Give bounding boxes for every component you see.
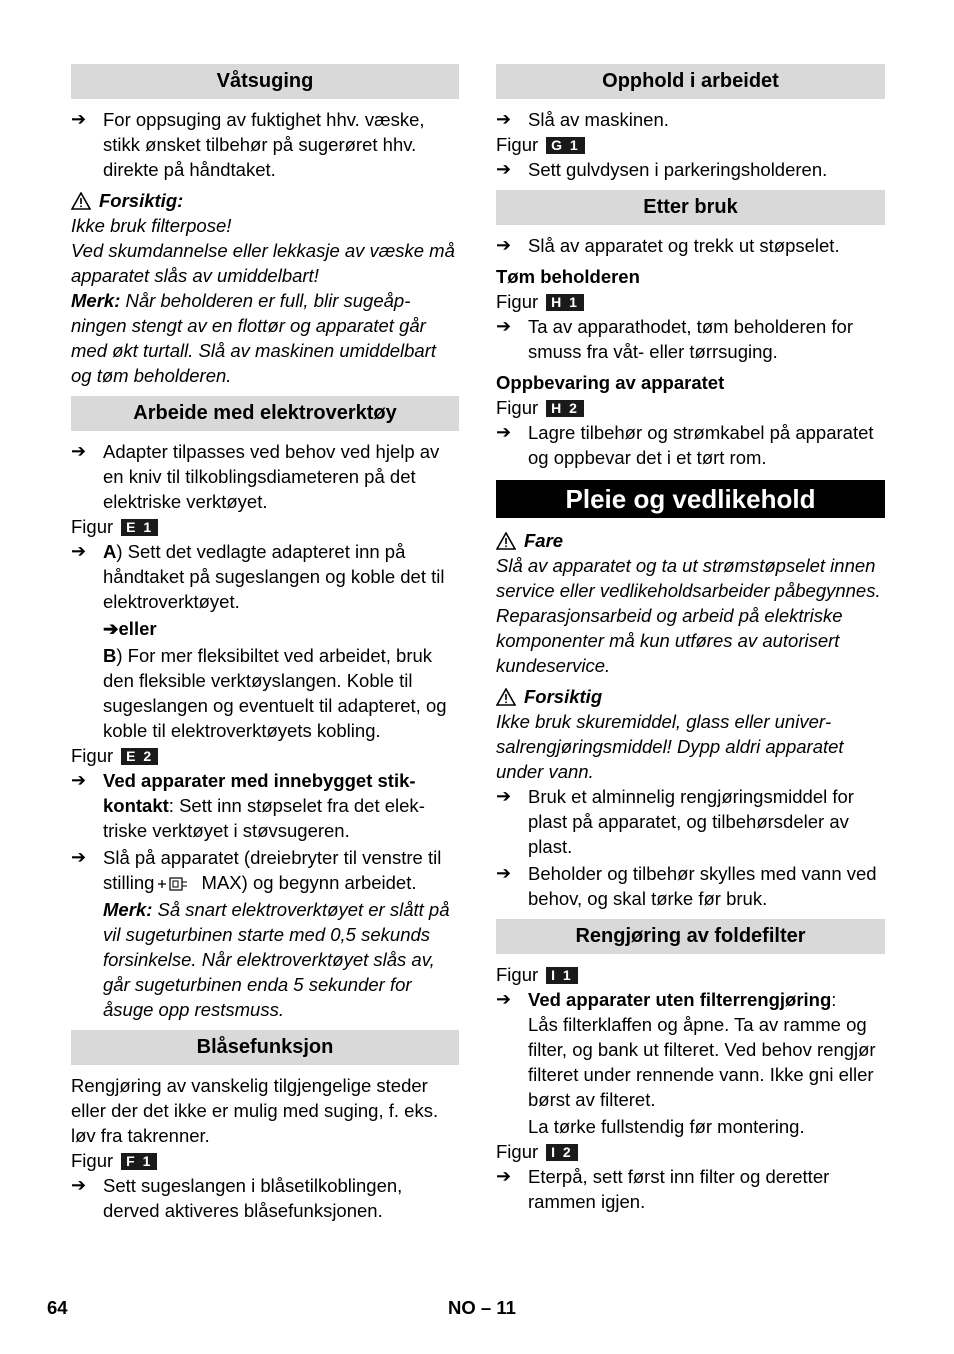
- list-item: ➔ Ved apparater med innebygget stikkontakt: Sett inn støpselet fra det elektriske verktøyet i støvsugeren.: [71, 770, 425, 841]
- alternative-label: ➔eller: [103, 618, 157, 639]
- list-item: ➔ Bruk et alminnelig rengjøringsmiddel for plast på apparatet, og tilbehørsdeler av plast.: [496, 786, 854, 857]
- figure-badge: I 2: [546, 1144, 578, 1161]
- figure-ref: Figur H 1: [496, 289, 885, 314]
- figure-badge: H 2: [546, 400, 584, 417]
- list-item: ➔ Slå på apparatet (dreiebryter til venstre til stilling MAX) og begynn arbeidet.: [71, 847, 442, 893]
- paragraph: Rengjøring av vanskelig tilgjengelige steder eller der det ikke er mulig med suging, f. eks. løv fra takrenner.: [71, 1075, 439, 1146]
- heading-etter-bruk: Etter bruk: [496, 190, 885, 225]
- warning-triangle-icon: [496, 532, 516, 550]
- figure-badge: E 2: [121, 748, 158, 765]
- heading-blasefunksjon: Blåsefunksjon: [71, 1030, 459, 1065]
- figure-badge: G 1: [546, 137, 585, 154]
- arrow-right-icon: ➔: [71, 1175, 87, 1195]
- heading-foldefilter: Rengjøring av foldefilter: [496, 919, 885, 954]
- arrow-right-icon: ➔: [71, 770, 87, 790]
- tool-socket-icon: [156, 875, 192, 893]
- warning-triangle-icon: [71, 192, 91, 210]
- warning-text: Ved skumdannelse eller lekkasje av væske må apparatet slås av umiddelbart!: [71, 240, 455, 286]
- figure-ref: Figur I 1: [496, 962, 885, 987]
- arrow-right-icon: ➔: [496, 422, 512, 442]
- arrow-right-icon: ➔: [71, 541, 87, 561]
- arrow-right-icon: ➔: [496, 786, 512, 806]
- warning-text: Slå av apparatet og ta ut strømstøpselet innen service eller vedlikeholdsarbeider påbegynnes.: [496, 555, 881, 601]
- option-b: B) For mer fleksibiltet ved arbeidet, bruk den fleksible verktøyslangen. Koble til sugeslangen og eventuelt til adapteret, og koble til elektroverktøyets kobling.: [103, 645, 447, 741]
- arrow-right-icon: ➔: [71, 847, 87, 867]
- arrow-right-icon: ➔: [496, 1166, 512, 1186]
- list-item: ➔ Ta av apparathodet, tøm beholderen for smuss fra våt- eller tørrsuging.: [496, 316, 853, 362]
- subheading: Tøm beholderen: [496, 266, 640, 287]
- arrow-right-icon: ➔: [496, 863, 512, 883]
- arrow-right-icon: ➔: [71, 441, 87, 461]
- figure-ref: Figur E 2: [71, 743, 459, 768]
- heading-elektroverktoy: Arbeide med elektroverktøy: [71, 396, 459, 431]
- heading-opphold: Opphold i arbeidet: [496, 64, 885, 99]
- list-item: ➔ Beholder og tilbehør skylles med vann ved behov, og skal tørke før bruk.: [496, 863, 877, 909]
- list-item: ➔ Lagre tilbehør og strømkabel på apparatet og oppbevar det i et tørt rom.: [496, 422, 874, 468]
- warning-heading: Fare: [496, 528, 885, 553]
- arrow-right-icon: ➔: [496, 235, 512, 255]
- figure-badge: I 1: [546, 967, 578, 984]
- heading-pleie: Pleie og vedlikehold: [496, 480, 885, 518]
- heading-vatsuging: Våtsuging: [71, 64, 459, 99]
- figure-badge: E 1: [121, 519, 158, 536]
- warning-text: Ikke bruk filterpose!: [71, 215, 232, 236]
- list-item: ➔ Sett gulvdysen i parkeringsholderen.: [496, 159, 828, 180]
- arrow-right-icon: ➔: [103, 618, 119, 639]
- arrow-right-icon: ➔: [496, 109, 512, 129]
- list-item: ➔ Ved apparater uten filterrengjøring:: [496, 989, 837, 1010]
- paragraph: La tørke fullstendig før montering.: [528, 1116, 805, 1137]
- list-item: ➔ Slå av maskinen.: [496, 109, 669, 130]
- arrow-right-icon: ➔: [496, 316, 512, 336]
- left-column: [71, 64, 459, 1223]
- warning-heading: Forsiktig: [496, 684, 885, 709]
- figure-badge: F 1: [121, 1153, 157, 1170]
- list-item: ➔ Eterpå, sett først inn filter og deretter rammen igjen.: [496, 1166, 830, 1212]
- right-column: [496, 64, 885, 1214]
- figure-ref: Figur H 2: [496, 395, 885, 420]
- note-text: Merk: Når beholderen er full, blir sugeåpningen stengt av en flottør og apparatet går med økt turtall. Slå av maskinen umiddelbart og tøm beholderen.: [71, 290, 437, 386]
- list-item: ➔ A) Sett det vedlagte adapteret inn på håndtaket på sugeslangen og koble det til elektroverktøyet.: [71, 541, 445, 612]
- warning-triangle-icon: [496, 688, 516, 706]
- figure-badge: H 1: [546, 294, 584, 311]
- warning-text: Ikke bruk skuremiddel, glass eller universalrengjøringsmiddel! Dypp aldri apparatet under vann.: [496, 711, 844, 782]
- list-item: ➔ For oppsuging av fuktighet hhv. væske, stikk ønsket tilbehør på sugerøret hhv. direkte på håndtaket.: [71, 109, 425, 180]
- figure-ref: Figur F 1: [71, 1148, 459, 1173]
- arrow-right-icon: ➔: [496, 989, 512, 1009]
- figure-ref: Figur I 2: [496, 1139, 885, 1164]
- list-item: ➔ Slå av apparatet og trekk ut støpselet.: [496, 235, 840, 256]
- warning-text: Reparasjonsarbeid og arbeid på elektriske komponenter må kun utføres av autorisert kundeservice.: [496, 605, 843, 676]
- figure-ref: Figur G 1: [496, 132, 885, 157]
- warning-heading: Forsiktig:: [71, 188, 459, 213]
- list-item: ➔ Adapter tilpasses ved behov ved hjelp av en kniv til tilkoblingsdiameteren på det elektriske verktøyet.: [71, 441, 440, 512]
- paragraph: Lås filterklaffen og åpne. Ta av ramme og filter, og bank ut filteret. Ved behov rengjør filteret under rennende vann. Ikke gni eller børst av filteret.: [528, 1014, 876, 1110]
- section-code: NO – 11: [448, 1297, 516, 1318]
- subheading: Oppbevaring av apparatet: [496, 372, 725, 393]
- list-item: ➔ Sett sugeslangen i blåsetilkoblingen, derved aktiveres blåsefunksjonen.: [71, 1175, 403, 1221]
- note-text: Merk: Så snart elektroverktøyet er slått på vil sugeturbinen starte med 0,5 sekunds forsinkelse. Når elektroverktøyet slås av, går sugeturbinen enda 5 sekunder for åsuge opp restsmuss.: [103, 899, 450, 1020]
- arrow-right-icon: ➔: [71, 109, 87, 129]
- figure-ref: Figur E 1: [71, 514, 459, 539]
- arrow-right-icon: ➔: [496, 159, 512, 179]
- page-number: 64: [47, 1297, 68, 1318]
